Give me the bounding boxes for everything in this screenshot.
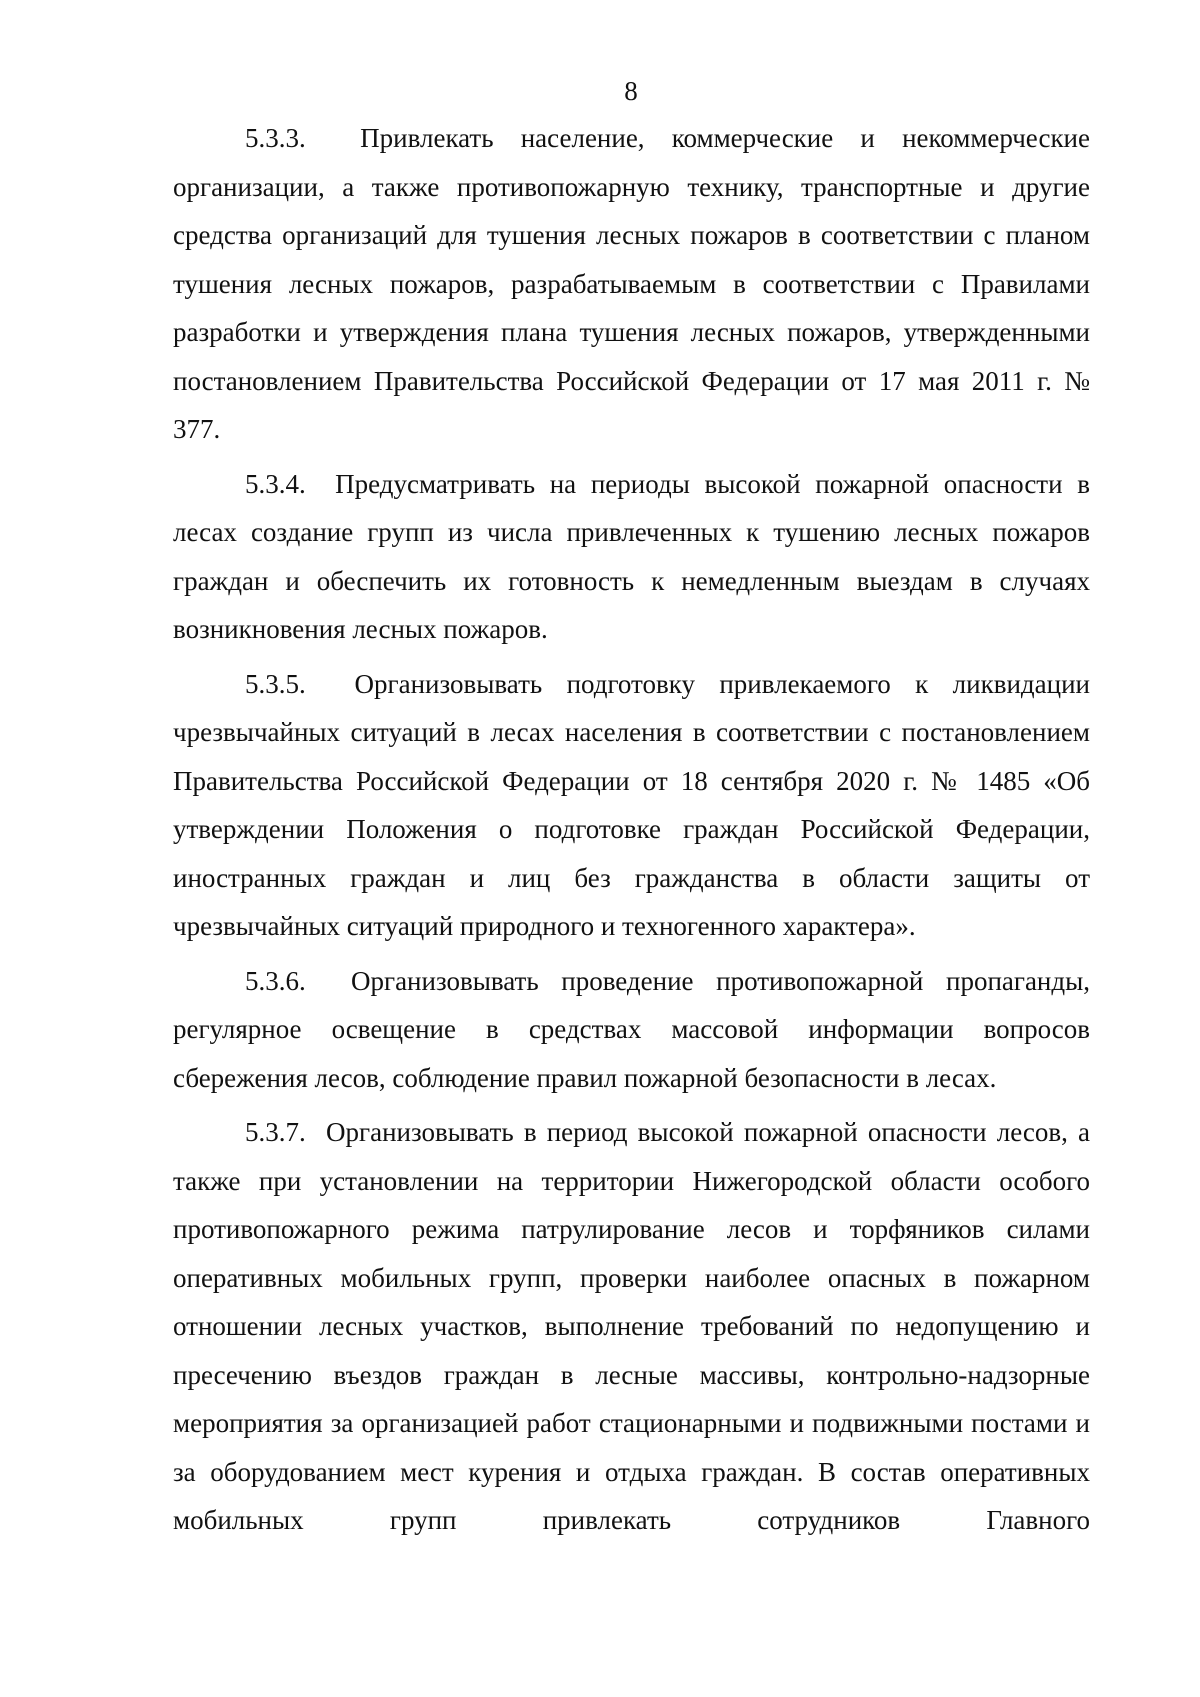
paragraph-number: 5.3.3. <box>245 123 306 153</box>
paragraph-text: Привлекать население, коммерческие и некоммерческие организации, а также противопожарную технику, транспортные и другие средства организаций для тушения лесных пожаров в соответствии с планом тушения лесных пожаров, разрабатываемым в соответствии с Правилами разработки и утверждения плана тушения лесных пожаров, утвержденными постановлением Правительства Российской Федерации от 17 мая 2011 г. № 377. <box>173 123 1090 444</box>
paragraph-5-3-7 <box>173 1108 1090 1545</box>
paragraph-number: 5.3.7. <box>245 1117 306 1147</box>
paragraph-5-3-3 <box>173 114 1090 454</box>
paragraph-text: Предусматривать на периоды высокой пожарной опасности в лесах создание групп из числа привлеченных к тушению лесных пожаров граждан и обеспечить их готовность к немедленным выездам в случаях возникновения лесных пожаров. <box>173 468 1090 644</box>
paragraph-text: Организовывать проведение противопожарной пропаганды, регулярное освещение в средствах массовой информации вопросов сбережения лесов, соблюдение правил пожарной безопасности в лесах. <box>173 965 1091 1093</box>
paragraph-text: Организовывать подготовку привлекаемого к ликвидации чрезвычайных ситуаций в лесах населения в соответствии с постановлением Правительства Российской Федерации от 18 сентября 2020 г. № 1485 «Об утверждении Положения о подготовке граждан Российской Федерации, иностранных граждан и лиц без гражданства в области защиты от чрезвычайных ситуаций природного и техногенного характера». <box>173 668 1090 941</box>
paragraph-number: 5.3.5. <box>245 668 306 699</box>
paragraph-5-3-5 <box>173 660 1090 951</box>
paragraph-5-3-6 <box>173 957 1090 1103</box>
paragraph-5-3-4 <box>173 460 1090 654</box>
paragraph-number: 5.3.4. <box>245 468 306 499</box>
paragraph-number: 5.3.6. <box>245 965 306 996</box>
paragraph-text: Организовывать в период высокой пожарной опасности лесов, а также при установлении на территории Нижегородской области особого противопожарного режима патрулирование лесов и торфяников силами оперативных мобильных групп, проверки наиболее опасных в пожарном отношении лесных участков, выполнение требований по недопущению и пресечению въездов граждан в лесные массивы, контрольно-надзорные мероприятия за организацией работ стационарными и подвижными постами и за оборудованием мест курения и отдыха граждан. В состав оперативных мобильных групп привлекать сотрудников Главного <box>173 1117 1090 1535</box>
page-number: 8 <box>624 76 638 106</box>
document-body <box>173 114 1090 1551</box>
